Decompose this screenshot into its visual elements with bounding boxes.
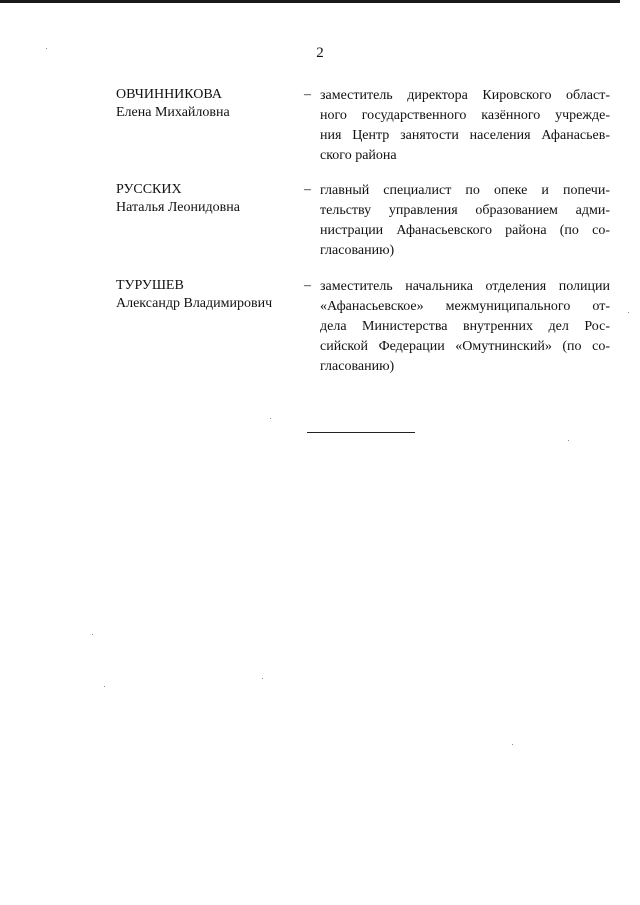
member-given-names: Елена Михайловна <box>116 105 230 120</box>
member-name <box>116 181 296 217</box>
position-line: дела Министерства внутренних дел Рос- <box>320 319 610 334</box>
scan-speck <box>92 634 93 635</box>
scan-speck <box>512 744 513 745</box>
position-line: ния Центр занятости населения Афанасьев- <box>320 128 610 143</box>
dash-separator: – <box>304 87 311 102</box>
scan-speck <box>46 48 47 49</box>
position-line: ного государственного казённого учрежде- <box>320 108 610 123</box>
dash-separator: – <box>304 182 311 197</box>
position-line: сийской Федерации «Омутнинский» (по со- <box>320 339 610 354</box>
member-surname: РУССКИХ <box>116 182 182 197</box>
scan-speck <box>104 686 105 687</box>
member-position <box>320 86 610 166</box>
position-line: тельству управления образованием адми- <box>320 203 610 218</box>
position-line: гласованию) <box>320 359 395 374</box>
scan-speck <box>262 678 263 679</box>
closing-rule <box>307 432 415 433</box>
position-line: нистрации Афанасьевского района (по со- <box>320 223 610 238</box>
member-given-names: Александр Владимирович <box>116 296 273 311</box>
top-border-line <box>0 0 620 3</box>
position-line: главный специалист по опеке и попечи- <box>320 183 610 198</box>
member-name <box>116 86 296 122</box>
scan-speck <box>568 440 569 441</box>
member-surname: ОВЧИННИКОВА <box>116 87 222 102</box>
member-position <box>320 181 610 261</box>
dash-separator: – <box>304 278 311 293</box>
position-line: заместитель начальника отделения полиции <box>320 279 610 294</box>
position-line: «Афанасьевское» межмуниципального от- <box>320 299 610 314</box>
position-line: гласованию) <box>320 243 395 258</box>
position-line: ского района <box>320 148 397 163</box>
member-name <box>116 277 296 313</box>
scan-speck <box>628 312 629 313</box>
page-number: 2 <box>316 45 324 61</box>
position-line: заместитель директора Кировского област- <box>320 88 610 103</box>
member-position <box>320 277 610 377</box>
scan-speck <box>270 418 271 419</box>
member-given-names: Наталья Леонидовна <box>116 200 240 215</box>
member-surname: ТУРУШЕВ <box>116 278 184 293</box>
